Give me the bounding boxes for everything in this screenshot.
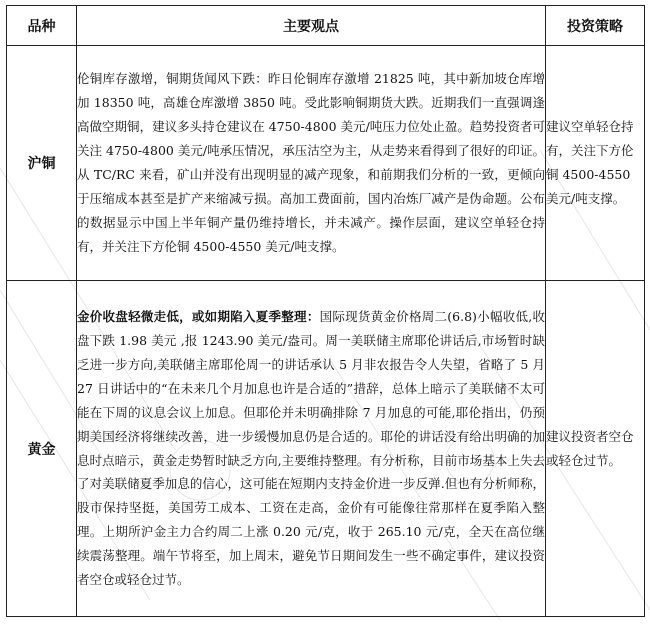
report-table xyxy=(6,5,645,617)
view-text: 伦铜库存激增，铜期货闻风下跌：昨日伦铜库存激增 21825 吨，其中新加坡仓库增加 18350 吨，高雄仓库激增 3850 吨。受此影响铜期货大跌。近期我们一直强调逢高做空期铜，建议多头持仓建议在 4750-4800 美元/吨压力位处止盈。趋势投资者可关注 4750-4800 美元/吨承压情况，承压沽空为主，从走势来看得到了很好的印证。从 TC/RC 来看，矿山并没有出现明显的减产现象，和前期我们分析的一致，更倾向于压缩成本甚至是扩产来缩减亏损。高加工费面前，国内冶炼厂减产是伪命题。公布的数据显示中国上半年铜产量仍维持增长，并未减产。操作层面，建议空单轻仓持有，并关注下方伦铜 4500-4550 美元/吨支撑。 xyxy=(77,71,545,254)
strategy-cell: 建议空单轻仓持有，关注下方伦铜 4500-4550 美元/吨支撑。 xyxy=(546,46,645,281)
view-cell xyxy=(77,46,546,281)
view-text: 国际现货黄金价格周二(6.8)小幅收低,收盘下跌 1.98 美元 ,报 1243.90 美元/盎司。周一美联储主席耶伦讲话后,市场暂时缺乏进一步方向,美联储主席耶伦周一的讲话承认 5 月非农报告令人失望，省略了 5 月 27 日讲话中的“在未来几个月加息也许是合适的”措辞，总体上暗示了美联储不太可能在下周的议息会议上加息。但耶伦并未明确排除 7 月加息的可能,耶伦指出，仍预期美国经济将继续改善，进一步缓慢加息仍是合适的。耶伦的讲话没有给出明确的加息时点暗示，黄金走势暂时缺乏方向,主要维持整理。有分析称，目前市场基本上失去了对美联储夏季加息的信心，这可能在短期内支持金价进一步反弹.但也有分析师称，股市保持坚挺，美国劳工成本、工资在走高，金价有可能像往常那样在夏季陷入整理。上期所沪金主力合约周二上涨 0.20 元/克，收于 265.10 元/克，全天在高位继续震荡整理。端午节将至，加上周末，避免节日期间发生一些不确定事件，建议投资者空仓或轻仓过节。 xyxy=(77,309,545,588)
header-strategy: 投资策略 xyxy=(546,6,645,46)
strategy-cell: 建议投资者空仓或轻仓过节。 xyxy=(546,281,645,617)
table-row-copper xyxy=(7,46,645,281)
variety-label: 黄金 xyxy=(7,281,77,617)
variety-label: 沪铜 xyxy=(7,46,77,281)
header-view: 主要观点 xyxy=(77,6,546,46)
header-row xyxy=(7,6,645,46)
view-cell xyxy=(77,281,546,617)
table-row-gold xyxy=(7,281,645,617)
view-lead-text: 金价收盘轻微走低，或如期陷入夏季整理： xyxy=(77,309,320,325)
header-variety: 品种 xyxy=(7,6,77,46)
